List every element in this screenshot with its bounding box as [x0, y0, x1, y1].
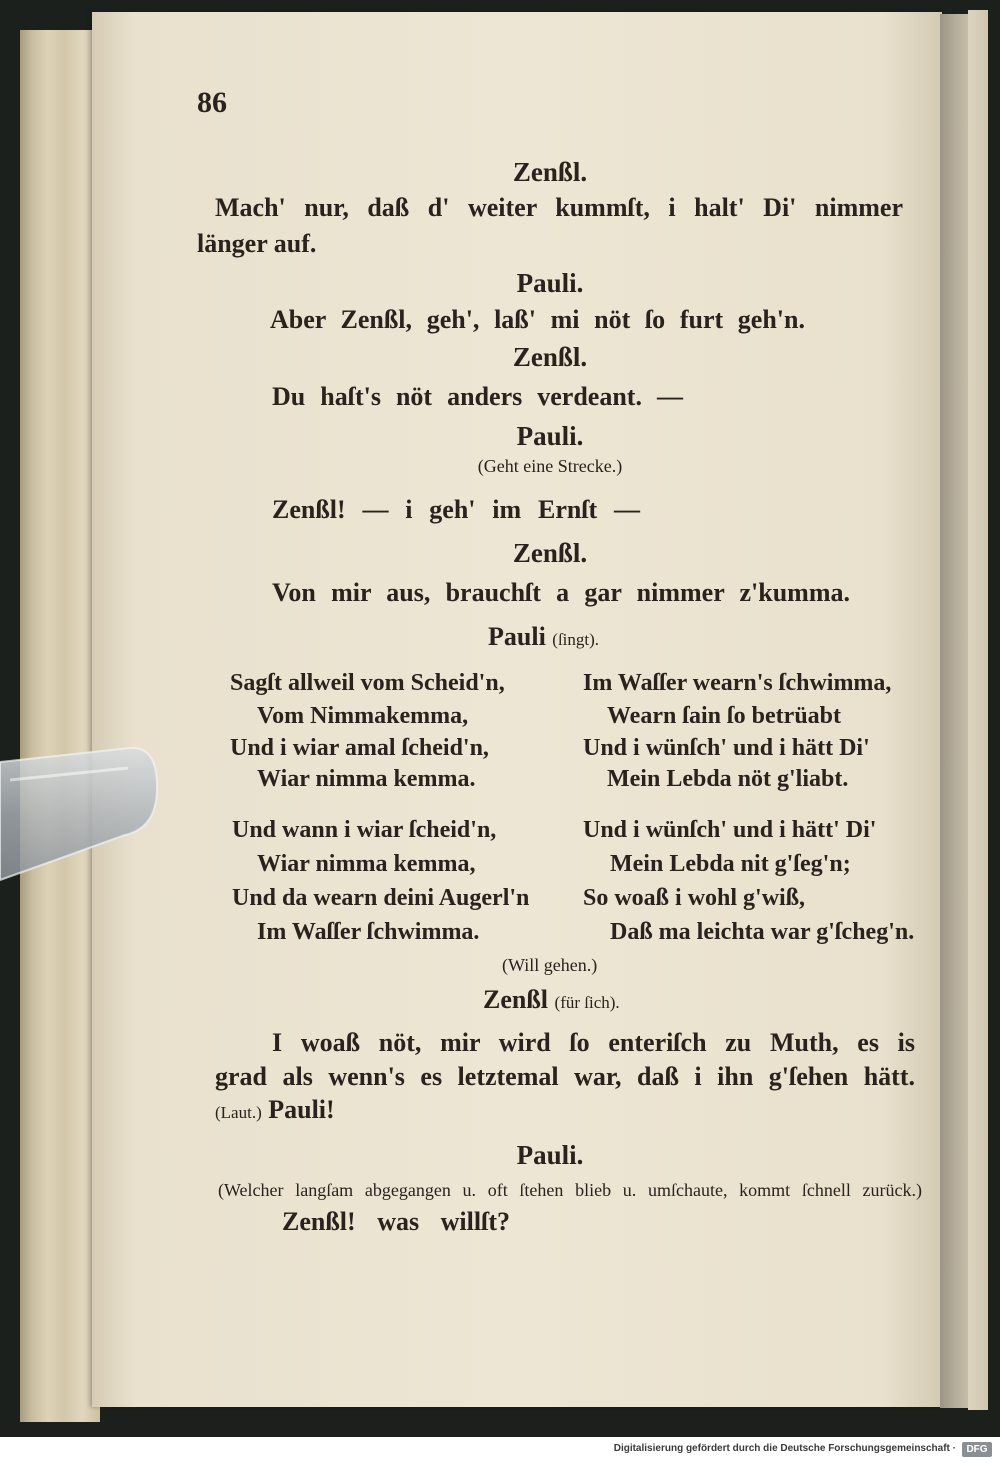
verse-line: Und i wünſch' und i hätt' Di' — [583, 817, 877, 843]
verse-line: Vom Nimmakemma, — [257, 703, 469, 729]
verse-line: Und wann i wiar ſcheid'n, — [232, 817, 497, 843]
stage-direction: (für ſich). — [554, 993, 620, 1012]
speaker-heading: Pauli. — [516, 268, 584, 298]
speaker-heading: Zenßl. — [512, 342, 588, 372]
spoken-text: Pauli! — [268, 1095, 335, 1124]
stage-direction: (ſingt). — [552, 630, 600, 649]
speech-line: Du haſt's nöt anders verdeant. — — [272, 382, 683, 411]
speech-line — [215, 1095, 335, 1128]
speaker-heading: Zenßl. — [512, 538, 588, 568]
verse-line: Wiar nimma kemma. — [257, 766, 476, 792]
speaker-heading: Pauli. — [516, 1140, 584, 1170]
speech-line: Von mir aus, brauchſt a gar nimmer z'kumma. — [272, 578, 850, 607]
verse-line: Im Waſſer ſchwimma. — [257, 919, 480, 945]
song-speaker-heading — [488, 622, 599, 655]
verse-line: Und i wünſch' und i hätt Di' — [583, 735, 870, 761]
verse-line: Und i wiar amal ſcheid'n, — [230, 735, 489, 761]
speaker-heading: Zenßl. — [512, 157, 588, 187]
page-number: 86 — [197, 86, 227, 119]
verse-line: Daß ma leichta war g'ſcheg'n. — [610, 919, 915, 945]
verse-line: Wiar nimma kemma, — [257, 851, 476, 877]
stage-direction: (Welcher langſam abgegangen u. oft ſtehen blieb u. umſchaute, kommt ſchnell zurück.) — [218, 1180, 922, 1200]
speech-line: Zenßl! was willſt? — [282, 1207, 510, 1236]
speaker-name: Pauli — [488, 622, 546, 651]
facing-page-edge — [968, 10, 988, 1410]
verse-line: Im Waſſer wearn's ſchwimma, — [583, 670, 892, 696]
speech-line: Aber Zenßl, geh', laß' mi nöt ſo furt geh'n. — [270, 305, 805, 334]
verse-line: Wearn ſain ſo betrüabt — [607, 703, 842, 729]
digitization-credit: Digitalisierung gefördert durch die Deutsche Forschungsgemeinschaft · — [613, 1443, 956, 1454]
speaker-name: Zenßl — [483, 985, 549, 1014]
speech-line: Mach' nur, daß d' weiter kummſt, i halt' Di' nimmer — [215, 193, 903, 222]
stage-direction: (Laut.) — [215, 1103, 262, 1122]
page-stack-edge — [20, 30, 100, 1422]
speaker-heading: Pauli. — [516, 421, 584, 451]
speech-line: Zenßl! — i geh' im Ernſt — — [272, 495, 640, 524]
speech-line: länger auf. — [197, 229, 317, 258]
verse-line: Und da wearn deini Augerl'n — [232, 885, 530, 911]
verse-line: Mein Lebda nöt g'liabt. — [607, 766, 849, 792]
verse-line: So woaß i wohl g'wiß, — [583, 885, 806, 911]
speech-line: I woaß nöt, mir wird ſo enteriſch zu Muth, es is — [272, 1028, 915, 1057]
stage-direction: (Geht eine Strecke.) — [477, 456, 623, 476]
speech-line: grad als wenn's es letztemal war, daß i ihn g'ſehen hätt. — [215, 1062, 915, 1091]
page-clip-icon — [0, 740, 165, 890]
verse-line: Sagſt allweil vom Scheid'n, — [230, 670, 505, 696]
verse-line: Mein Lebda nit g'ſeg'n; — [610, 851, 851, 877]
dfg-logo-icon: DFG — [962, 1442, 992, 1457]
stage-direction: (Will gehen.) — [502, 955, 598, 975]
aside-speaker-heading — [483, 985, 620, 1018]
page-curve-shadow — [940, 14, 968, 1408]
